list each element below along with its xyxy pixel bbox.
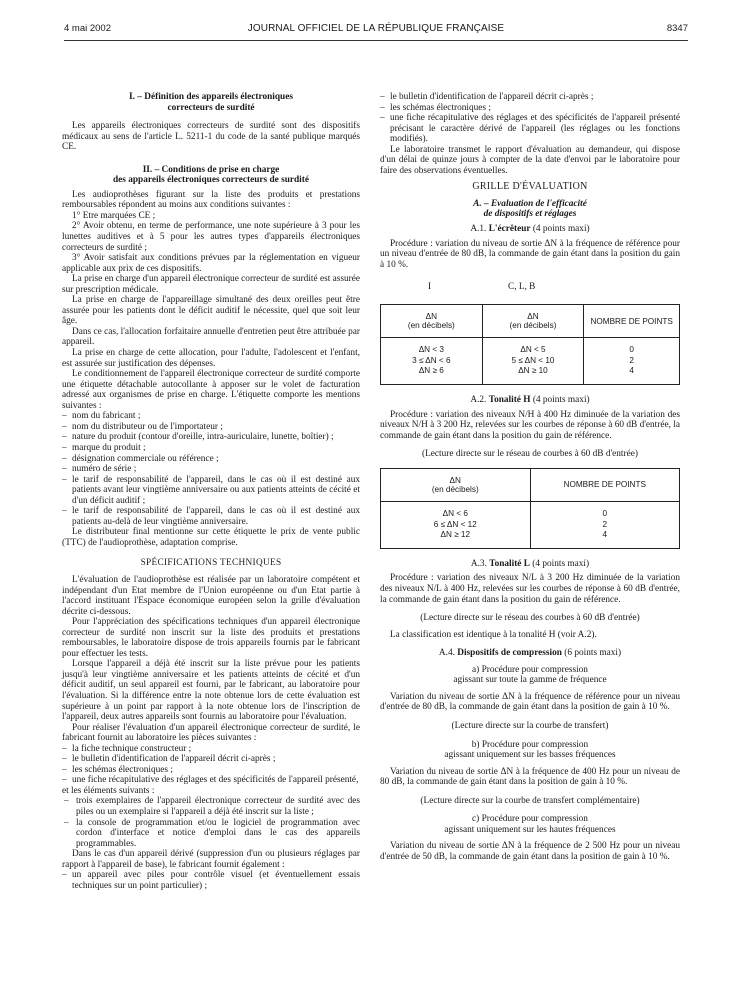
header-date: 4 mai 2002	[64, 23, 112, 34]
table-header: NOMBRE DE POINTS	[584, 305, 680, 338]
list-item: – une fiche récapitulative des réglages et des spécificités de l'appareil présenté précisant le caractère dérivé de l'appareil (les réglages ou les fonctions modifiés).	[380, 113, 680, 145]
paragraph: L'évaluation de l'audioprothèse est réalisée par un laboratoire compétent et indépendant d'un Etat membre de l'Union européenne ou d'un Etat partie à l'accord instituant l'Espace économique européen selon la grille d'évaluation décrite ci-dessous.	[62, 574, 360, 617]
list-item: – le tarif de responsabilité de l'appareil, dans le cas où il est destiné aux patients avant leur vingtième anniversaire ou aux patients atteints de cécité et d'un déficit auditif ;	[62, 475, 360, 507]
list-item: – le bulletin d'identification de l'appareil décrit ci-après ;	[380, 92, 680, 103]
list-item: – les schémas électroniques ;	[380, 103, 680, 114]
section-1-text: Les appareils électroniques correcteurs de surdité sont des dispositifs médicaux au sens de l'article L. 5211-1 du code de la santé publique marqués CE.	[62, 121, 360, 153]
list-item: – trois exemplaires de l'appareil électronique correcteur de surdité avec des piles ou un exemplaire si l'appareil a déjà été inscrit sur la liste ;	[62, 796, 360, 817]
paragraph: La prise en charge de l'appareillage simultané des deux oreilles peut être assurée pour les patients dont le déficit auditif le nécessite, quel que soit leur âge.	[62, 295, 360, 327]
pieces-list	[62, 744, 360, 786]
a2-lecture: (Lecture directe sur le réseau de courbes à 60 dB d'entrée)	[422, 449, 638, 460]
table-cell: 0 2 4	[530, 501, 680, 548]
table-cell: 0 2 4	[584, 338, 680, 385]
condition-3: 3° Avoir satisfait aux conditions prévues par la réglementation en vigueur applicable aux prix de ces dispositifs.	[62, 253, 360, 274]
list-item: – numéro de série ;	[62, 464, 360, 475]
paragraph: Le conditionnement de l'appareil électronique correcteur de surdité comporte une étiquette détachable autocollante à apposer sur le volet de facturation adressé aux organismes de prise en charge. L'étiquette comporte les mentions suivantes :	[62, 369, 360, 411]
elements-list	[62, 796, 360, 849]
right-column	[380, 92, 680, 862]
a3-classification: La classification est identique à la tonalité H (voir A.2).	[390, 629, 597, 640]
derived-list	[62, 870, 360, 891]
table-cell: ΔN < 6 6 ≤ ΔN < 12 ΔN ≥ 12	[381, 501, 531, 548]
table-cell: ΔN < 3 3 ≤ ΔN < 6 ΔN ≥ 6	[381, 338, 483, 385]
a1-procedure: Procédure : variation du niveau de sortie ΔN à la fréquence de référence pour un niveau d'entrée de 80 dB, la commande de gain étant dans la position du gain à 10 %.	[380, 238, 680, 270]
section-1-title: I. – Définition des appareils électroniques correcteurs de surdité	[129, 92, 293, 113]
a1-table	[380, 304, 680, 385]
condition-2: 2° Avoir obtenu, en terme de performance, une note supérieure à 3 pour les lunettes auditives et à 5 pour les autres types d'appareils électroniques correcteurs de surdité ;	[62, 221, 360, 253]
paragraph: et les éléments suivants :	[62, 785, 155, 796]
paragraph: Dans le cas d'un appareil dérivé (suppression d'un ou plusieurs réglages par rapport à l'appareil de base), le fabricant fournit également :	[62, 849, 360, 870]
a4c-title: c) Procédure pour compression agissant uniquement sur les hautes fréquences	[444, 814, 616, 835]
a4a-title: a) Procédure pour compression agissant sur toute la gamme de fréquence	[453, 664, 607, 686]
list-item: – la console de programmation et/ou le logiciel de programmation avec cordon d'interface et notice d'emploi dans le cas des appareils programmables.	[62, 818, 360, 850]
list-item: – nom du distributeur ou de l'importateur ;	[62, 422, 360, 433]
a3-lecture: (Lecture directe sur le réseau des courbes à 60 dB d'entrée)	[420, 613, 640, 624]
label-i: I	[428, 282, 432, 293]
paragraph: Pour l'appréciation des spécifications techniques d'un appareil électronique correcteur de surdité non inscrit sur la liste des produits et prestations remboursables, le laboratoire dispose de trois appareils fournis par le fabricant pour effectuer les tests.	[62, 617, 360, 659]
list-item: – une fiche récapitulative des réglages et des spécificités de l'appareil présenté,	[62, 775, 360, 786]
paragraph: Pour réaliser l'évaluation d'un appareil électronique correcteur de surdité, le fabricant fournit au laboratoire les pièces suivantes :	[62, 722, 360, 744]
label-clb: C, L, B	[508, 282, 536, 293]
a2-table	[380, 468, 680, 549]
a4-heading: A.4. Dispositifs de compression (6 points maxi)	[438, 648, 622, 659]
a4c-text: Variation du niveau de sortie ΔN à la fréquence de 2 500 Hz pour un niveau d'entrée de 50 dB, la commande de gain étant dans la position de gain à 10 %.	[380, 841, 680, 862]
list-item: – un appareil avec piles pour contrôle visuel (et éventuellement essais techniques sur un point particulier) ;	[62, 870, 360, 891]
table-header: ΔN (en décibels)	[381, 305, 483, 338]
table-header: ΔN (en décibels)	[381, 468, 531, 501]
list-item: – nature du produit (contour d'oreille, intra-auriculaire, lunette, boîtier) ;	[62, 432, 360, 443]
list-item: – le tarif de responsabilité de l'appareil, dans le cas où il est destiné aux patients au-delà de leur vingtième anniversaire.	[62, 506, 360, 527]
a4a-lecture: (Lecture directe sur la courbe de transfert)	[451, 720, 609, 731]
paragraph: La prise en charge d'un appareil électronique correcteur de surdité est assurée sur prescription médicale.	[62, 274, 360, 295]
a4b-text: Variation du niveau de sortie ΔN à la fréquence de 400 Hz pour un niveau de 80 dB, la commande de gain étant dans la position de gain à 10 %.	[380, 766, 680, 788]
journal-title: JOURNAL OFFICIEL DE LA RÉPUBLIQUE FRANÇAISE	[247, 23, 505, 34]
section-a-title: A. – Evaluation de l'efficacité de dispositifs et réglages	[473, 198, 587, 220]
list-item: – la fiche technique constructeur ;	[62, 744, 360, 755]
paragraph: Dans ce cas, l'allocation forfaitaire annuelle d'entretien peut être attribuée par appareil.	[62, 326, 360, 348]
a4b-lecture: (Lecture directe sur la courbe de transfert complémentaire)	[420, 795, 640, 806]
paragraph: Les audioprothèses figurant sur la liste des produits et prestations remboursables répondent au moins aux conditions suivantes :	[62, 189, 360, 211]
a2-procedure: Procédure : variation des niveaux N/H à 400 Hz diminuée de la variation des niveaux N/H à 3 200 Hz, relevées sur les courbes de réponse à 60 dB d'entrée, la commande de gain étant dans la position du gain de référence.	[380, 409, 680, 441]
table-header: NOMBRE DE POINTS	[530, 468, 680, 501]
derived-list-continued	[380, 92, 680, 145]
a1-heading: A.1. L'écrêteur (4 points maxi)	[470, 224, 590, 235]
condition-1: 1° Etre marquées CE ;	[72, 210, 156, 221]
page-header	[64, 20, 688, 41]
list-item: – nom du fabricant ;	[62, 411, 360, 422]
list-item: – le bulletin d'identification de l'appareil décrit ci-après ;	[62, 754, 360, 765]
page-number: 8347	[666, 23, 688, 34]
paragraph: Le laboratoire transmet le rapport d'évaluation au demandeur, qui dispose d'un délai de quinze jours à compter de la date d'envoi par le laboratoire pour faire des observations éventuelles.	[380, 144, 680, 176]
table-cell: ΔN < 5 5 ≤ ΔN < 10 ΔN ≥ 10	[482, 338, 584, 385]
list-item: – marque du produit ;	[62, 443, 360, 454]
paragraph: Lorsque l'appareil a déjà été inscrit sur la liste prévue pour les patients jusqu'à leur vingtième anniversaire et les patients atteints de cécité et d'un déficit auditif, un seul appareil est fourni, par le fabricant, au laboratoire pour l'évaluation. Si la différence entre la note obtenue lors de cette évaluation est supérieure à un point par rapport à la note obtenue lors de l'inscription de l'appareil, deux autres appareils sont fournis au laboratoire pour l'évaluation.	[62, 659, 360, 723]
table-header: ΔN (en décibels)	[482, 305, 584, 338]
list-item: – désignation commerciale ou référence ;	[62, 454, 360, 465]
a2-heading: A.2. Tonalité H (4 points maxi)	[470, 395, 590, 406]
grille-title: GRILLE D'ÉVALUATION	[472, 181, 588, 193]
section-2-title: II. – Conditions de prise en charge des appareils électroniques correcteurs de surdité	[113, 164, 309, 186]
a4b-title: b) Procédure pour compression agissant uniquement sur les basses fréquences	[444, 739, 616, 761]
list-item: – les schémas électroniques ;	[62, 765, 360, 776]
label-mentions-list	[62, 411, 360, 527]
specifications-title: SPÉCIFICATIONS TECHNIQUES	[140, 558, 282, 569]
a3-procedure: Procédure : variation des niveaux N/L à 3 200 Hz diminuée de la variation des niveaux N/L à 400 Hz, relevées sur les courbes de réponse à 60 dB d'entrée, la commande de gain étant dans la position du gain de référence.	[380, 573, 680, 605]
a1-column-labels	[380, 282, 680, 294]
paragraph: Le distributeur final mentionne sur cette étiquette le prix de vente public (TTC) de l'audioprothèse, adaptation comprise.	[62, 527, 360, 548]
left-column	[62, 92, 360, 891]
a4a-text: Variation du niveau de sortie ΔN à la fréquence de référence pour un niveau d'entrée de 80 dB, la commande de gain étant dans la position de gain à 10 %.	[380, 691, 680, 713]
a3-heading: A.3. Tonalité L (4 points maxi)	[470, 558, 590, 569]
paragraph: La prise en charge de cette allocation, pour l'adulte, l'adolescent et l'enfant, est assurée sur justification des dépenses.	[62, 348, 360, 369]
